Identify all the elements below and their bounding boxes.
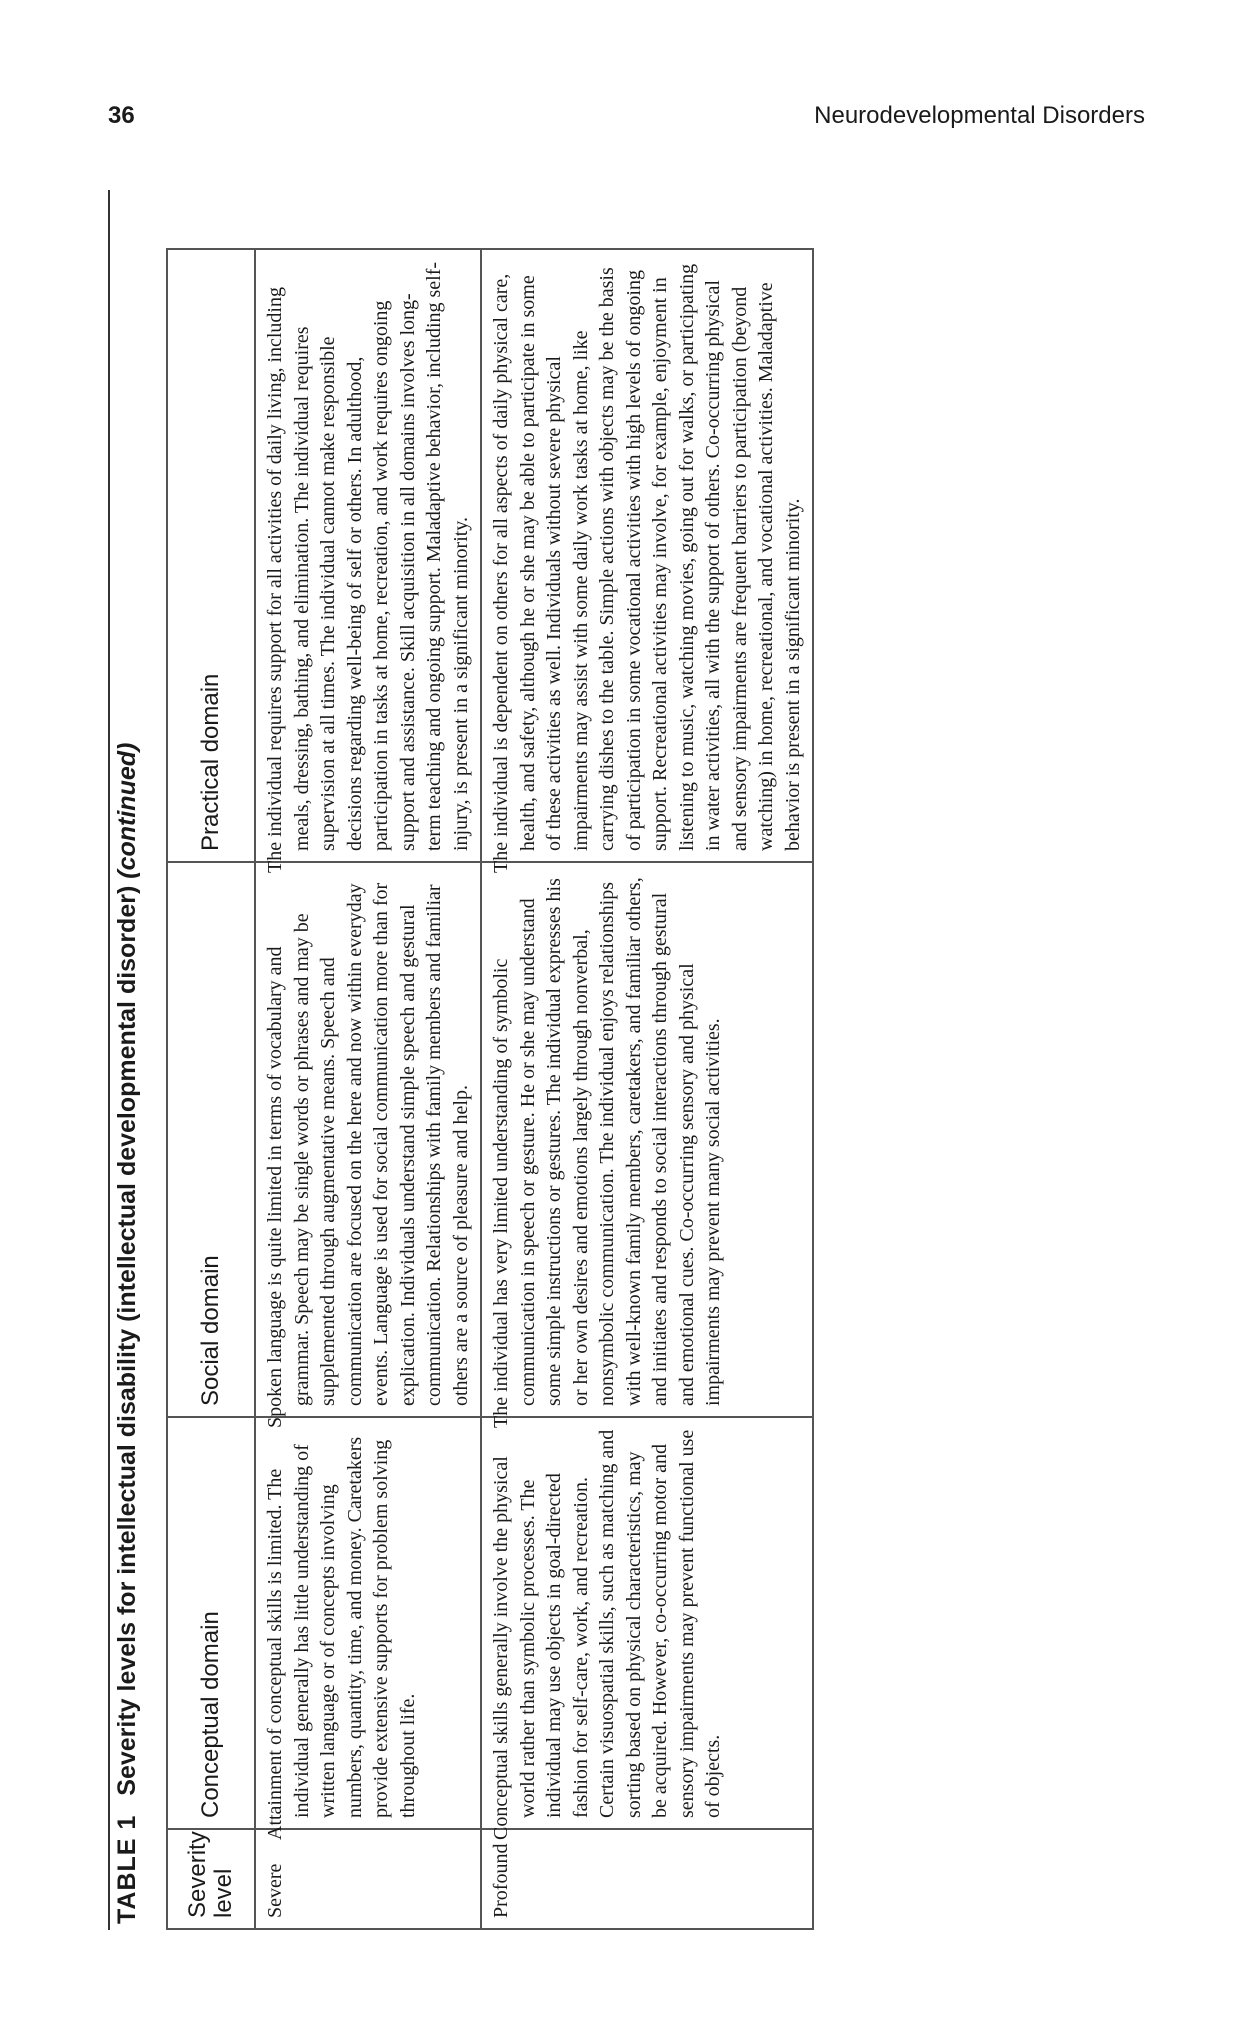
table-caption <box>112 204 142 1924</box>
row-severe-level: Severe <box>255 1829 481 1929</box>
caption-rule <box>108 190 110 1930</box>
running-head: Neurodevelopmental Disorders <box>814 102 1145 129</box>
row-profound-level: Profound <box>481 1829 813 1929</box>
row-severe-conceptual: Attainment of conceptual skills is limited. The individual generally has little understanding of written language or of concepts involving numbers, quantity, time, and money. Caretakers provide extensive supports for problem solving throughout life. <box>255 1417 481 1829</box>
rotated-table-block <box>108 190 1123 1930</box>
table-row <box>255 249 481 1929</box>
row-severe-social: Spoken language is quite limited in terms of vocabulary and grammar. Speech may be single words or phrases and may be supplemented through augmentative means. Speech and communication are focused on the here and now within everyday events. Language is used for social communication more than for explication. Individuals understand simple speech and gestural communication. Relationships with family members and familiar others are a source of pleasure and help. <box>255 862 481 1417</box>
row-profound-practical: The individual is dependent on others for all aspects of daily physical care, health, and safety, although he or she may be able to participate in some of these activities as well. Individuals without severe physical impairments may assist with some daily work tasks at home, like carrying dishes to the table. Simple actions with objects may be the basis of participation in some vocational activities with high levels of ongoing support. Recreational activities may involve, for example, enjoyment in listening to music, watching movies, going out for walks, or participating in water activities, all with the support of others. Co-occurring physical and sensory impairments are frequent barriers to participation (beyond watching) in home, recreational, and vocational activities. Maladaptive behavior is present in a significant minority. <box>481 249 813 862</box>
row-profound-conceptual: Conceptual skills generally involve the physical world rather than symbolic processes. The individual may use objects in goal-directed fashion for self-care, work, and recreation. Certain visuospatial skills, such as matching and sorting based on physical characteristics, may be acquired. However, co-occurring motor and sensory impairments may prevent functional use of objects. <box>481 1417 813 1829</box>
table-label: TABLE 1 <box>113 1814 141 1924</box>
row-severe-practical: The individual requires support for all activities of daily living, including meals, dressing, bathing, and elimination. The individual requires supervision at all times. The individual cannot make responsible decisions regarding well-being of self or others. In adulthood, participation in tasks at home, recreation, and work requires ongoing support and assistance. Skill acquisition in all domains involves long-term teaching and ongoing support. Maladaptive behavior, including self-injury, is present in a significant minority. <box>255 249 481 862</box>
header-severity-level: Severity level <box>167 1829 255 1929</box>
header-practical-domain: Practical domain <box>167 249 255 862</box>
table-continued: (continued) <box>113 742 141 879</box>
table-header-row <box>167 249 255 1929</box>
table-row <box>481 249 813 1929</box>
header-conceptual-domain: Conceptual domain <box>167 1417 255 1829</box>
severity-table <box>166 248 814 1930</box>
row-profound-social: The individual has very limited understanding of symbolic communication in speech or gesture. He or she may understand some simple instructions or gestures. The individual expresses his or her own desires and emotions largely through nonverbal, nonsymbolic communication. The individual enjoys relationships with well-known family members, caretakers, and familiar others, and initiates and responds to social interactions through gestural and emotional cues. Co-occurring sensory and physical impairments may prevent many social activities. <box>481 862 813 1417</box>
table-title: Severity levels for intellectual disability (intellectual developmental disorder) <box>113 885 141 1796</box>
header-social-domain: Social domain <box>167 862 255 1417</box>
page-number: 36 <box>108 102 135 129</box>
